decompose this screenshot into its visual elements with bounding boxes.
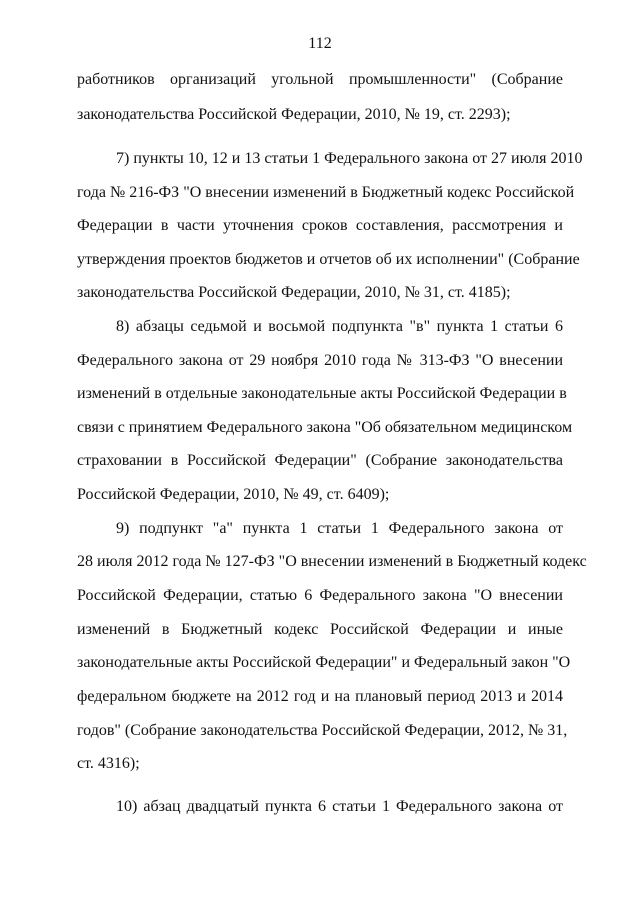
text-line: года № 216-ФЗ "О внесении изменений в Бюджетный кодекс Российской: [77, 184, 575, 201]
paragraph-7-start: 7) пункты 10, 12 и 13 статьи 1 Федерального закона от 27 июля 2010: [116, 150, 583, 167]
text-line: утверждения проектов бюджетов и отчетов об их исполнении" (Собрание: [77, 251, 580, 268]
text-line: 28 июля 2012 года № 127-ФЗ "О внесении изменений в Бюджетный кодекс: [77, 553, 587, 570]
text-line: ст. 4316);: [77, 755, 140, 772]
paragraph-8-start: 8) абзацы седьмой и восьмой подпункта "в" пункта 1 статьи 6: [116, 318, 563, 335]
text-line: Федерации в части уточнения сроков составления, рассмотрения и: [77, 217, 563, 234]
text-line: Российской Федерации, статью 6 Федерального закона "О внесении: [77, 587, 563, 604]
text-line: законодательства Российской Федерации, 2010, № 19, ст. 2293);: [77, 106, 511, 123]
text-line: федеральном бюджете на 2012 год и на плановый период 2013 и 2014: [77, 688, 563, 705]
paragraph-10-start: 10) абзац двадцатый пункта 6 статьи 1 Федерального закона от: [116, 798, 563, 815]
text-line: годов" (Собрание законодательства Российской Федерации, 2012, № 31,: [77, 722, 568, 739]
text-line: связи с принятием Федерального закона "Об обязательном медицинском: [77, 419, 573, 436]
text-line: страховании в Российской Федерации" (Собрание законодательства: [77, 452, 563, 469]
text-line: Российской Федерации, 2010, № 49, ст. 6409);: [77, 486, 390, 503]
text-line: изменений в Бюджетный кодекс Российской Федерации и иные: [77, 621, 563, 638]
text-line: изменений в отдельные законодательные акты Российской Федерации в: [77, 385, 567, 402]
page-number: 112: [308, 35, 332, 52]
text-line: законодательства Российской Федерации, 2010, № 31, ст. 4185);: [77, 284, 511, 301]
text-line: Федерального закона от 29 ноября 2010 года № 313-ФЗ "О внесении: [77, 352, 563, 369]
text-line: работников организаций угольной промышленности" (Собрание: [77, 71, 563, 88]
text-line: законодательные акты Российской Федерации" и Федеральный закон "О: [77, 654, 571, 671]
paragraph-9-start: 9) подпункт "а" пункта 1 статьи 1 Федерального закона от: [116, 520, 563, 537]
